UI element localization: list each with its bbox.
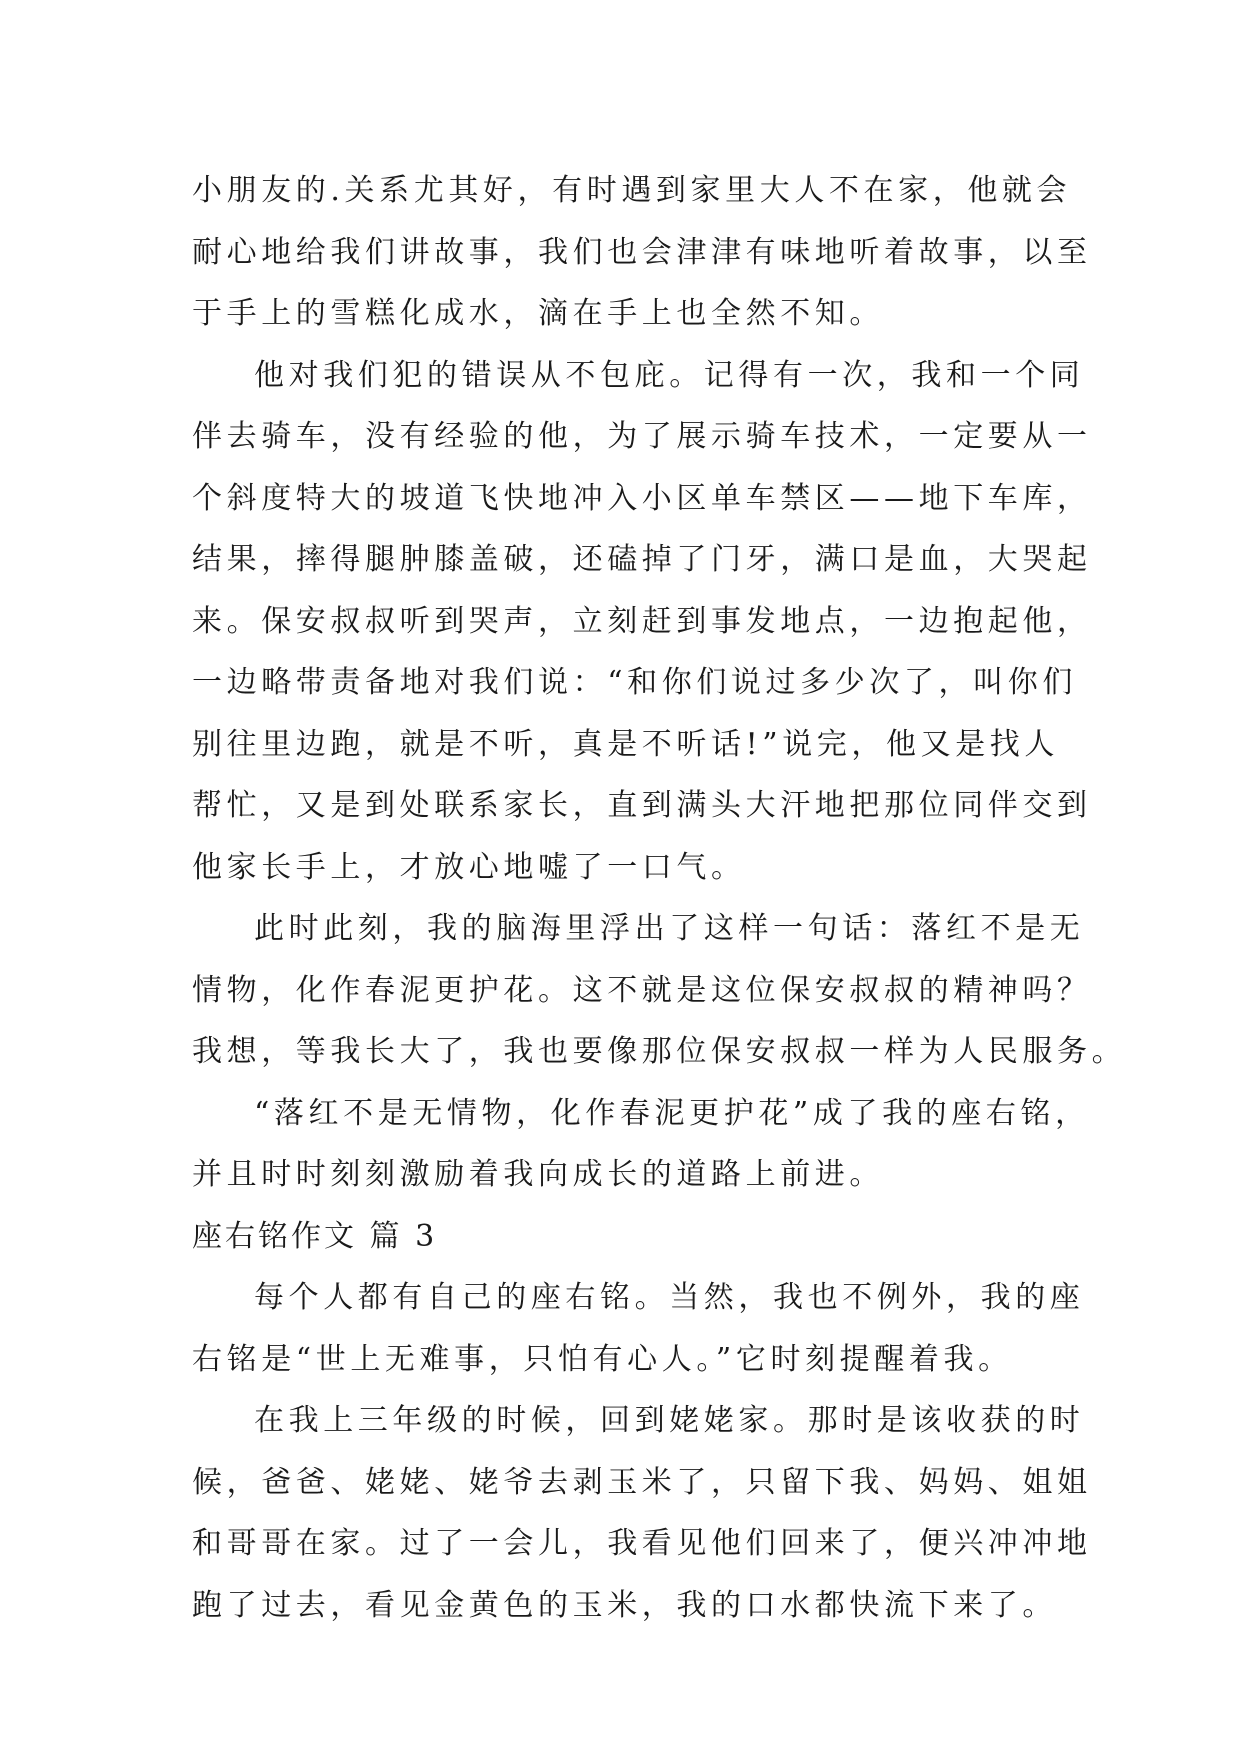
text-line: 我想，等我长大了，我也要像那位保安叔叔一样为人民服务。 bbox=[192, 1034, 1127, 1069]
text-line: 和哥哥在家。过了一会儿，我看见他们回来了，便兴冲冲地 bbox=[192, 1526, 1092, 1561]
paragraph-first-line: 在我上三年级的时候，回到姥姥家。那时是该收获的时 bbox=[254, 1403, 1085, 1438]
paragraph-first-line: 每个人都有自己的座右铭。当然，我也不例外，我的座 bbox=[254, 1280, 1085, 1315]
text-line: 候，爸爸、姥姥、姥爷去剥玉米了，只留下我、妈妈、姐姐 bbox=[192, 1464, 1092, 1500]
section-heading: 座右铭作文 篇 3 bbox=[192, 1218, 438, 1254]
document-body bbox=[192, 160, 1127, 1636]
text-line: 个斜度特大的坡道飞快地冲入小区单车禁区——地下车库， bbox=[192, 480, 1092, 516]
paragraph-first-line: “落红不是无情物，化作春泥更护花”成了我的座右铭， bbox=[254, 1095, 1090, 1131]
text-line: 右铭是“世上无难事，只怕有心人。”它时刻提醒着我。 bbox=[192, 1341, 1013, 1377]
text-line: 并且时时刻刻激励着我向成长的道路上前进。 bbox=[192, 1157, 884, 1192]
text-line: 情物，化作春泥更护花。这不就是这位保安叔叔的精神吗？ bbox=[192, 972, 1092, 1008]
text-line: 跑了过去，看见金黄色的玉米，我的口水都快流下来了。 bbox=[192, 1587, 1057, 1623]
text-line: 耐心地给我们讲故事，我们也会津津有味地听着故事，以至 bbox=[192, 234, 1092, 270]
text-line: 来。保安叔叔听到哭声，立刻赶到事发地点，一边抱起他， bbox=[192, 603, 1092, 639]
paragraph-first-line: 此时此刻，我的脑海里浮出了这样一句话：落红不是无 bbox=[254, 911, 1085, 946]
paragraph-first-line: 他对我们犯的错误从不包庇。记得有一次，我和一个同 bbox=[254, 357, 1085, 393]
text-line: 于手上的雪糕化成水，滴在手上也全然不知。 bbox=[192, 296, 884, 331]
text-line: 帮忙，又是到处联系家长，直到满头大汗地把那位同伴交到 bbox=[192, 788, 1092, 823]
text-line: 伴去骑车，没有经验的他，为了展示骑车技术，一定要从一 bbox=[192, 419, 1092, 454]
text-line: 一边略带责备地对我们说：“和你们说过多少次了，叫你们 bbox=[192, 665, 1077, 700]
text-line: 他家长手上，才放心地嘘了一口气。 bbox=[192, 849, 746, 885]
text-line: 别往里边跑，就是不听，真是不听话!”说完，他又是找人 bbox=[192, 726, 1059, 762]
text-line: 小朋友的.关系尤其好，有时遇到家里大人不在家，他就会 bbox=[192, 173, 1072, 208]
text-line: 结果，摔得腿肿膝盖破，还磕掉了门牙，满口是血，大哭起 bbox=[192, 542, 1092, 577]
